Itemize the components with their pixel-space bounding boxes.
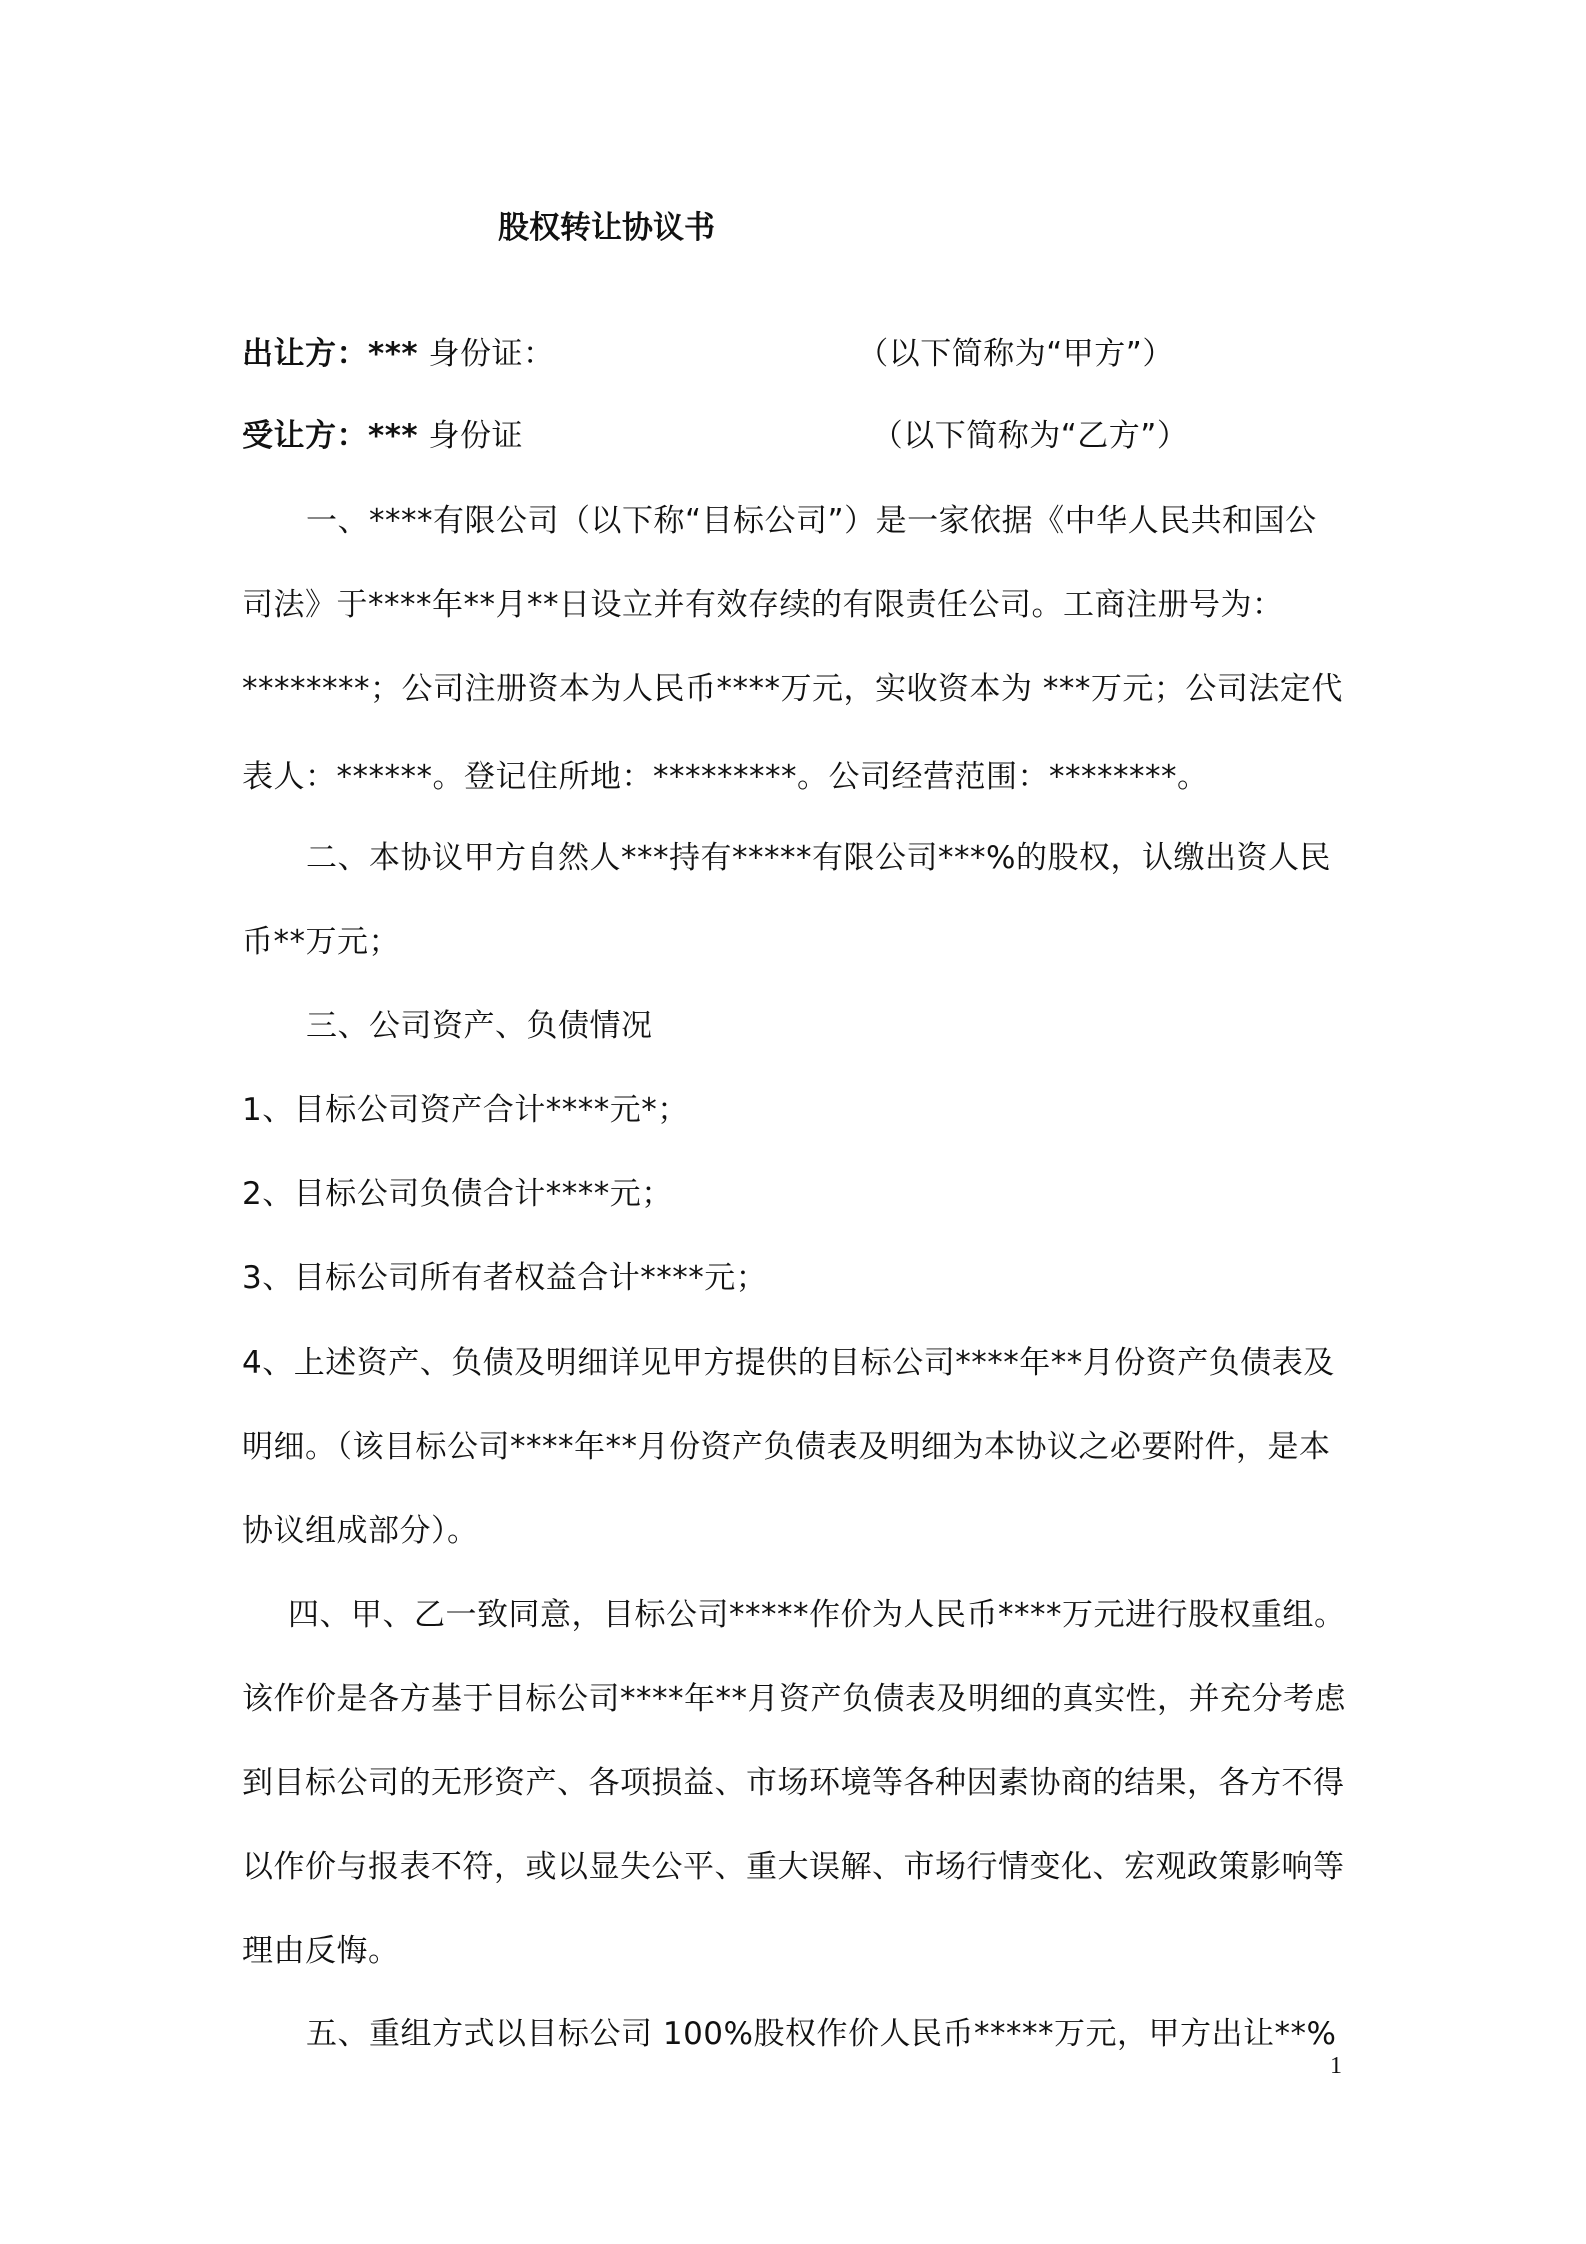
body-line: 该作价是各方基于目标公司****年**月资产负债表及明细的真实性，并充分考虑 bbox=[242, 1681, 1346, 1717]
body-line: ********；公司注册资本为人民币****万元，实收资本为 ***万元；公司法定代 bbox=[242, 671, 1343, 707]
body-line: 以作价与报表不符，或以显失公平、重大误解、市场行情变化、宏观政策影响等 bbox=[242, 1849, 1345, 1885]
body-line: 理由反悔。 bbox=[242, 1933, 400, 1969]
page-number: 1 bbox=[1330, 2053, 1342, 2079]
body-line: 明细。（该目标公司****年**月份资产负债表及明细为本协议之必要附件，是本 bbox=[242, 1429, 1331, 1465]
body-line: 二、本协议甲方自然人***持有*****有限公司***%的股权，认缴出资人民 bbox=[306, 840, 1331, 876]
transferee-label: 受让方： bbox=[242, 418, 368, 454]
body-line: 4、上述资产、负债及明细详见甲方提供的目标公司****年**月份资产负债表及 bbox=[242, 1345, 1335, 1381]
body-line: 3、目标公司所有者权益合计****元； bbox=[242, 1260, 768, 1296]
document-title: 股权转让协议书 bbox=[498, 210, 715, 246]
body-line: 1、目标公司资产合计****元*； bbox=[242, 1092, 689, 1128]
transferor-name: *** bbox=[368, 336, 419, 372]
transferor-id-label: 身份证： bbox=[428, 336, 555, 372]
body-line: 一、****有限公司（以下称“目标公司”）是一家依据《中华人民共和国公 bbox=[306, 503, 1317, 539]
body-line: 表人：******。登记住所地：*********。公司经营范围：********。 bbox=[242, 759, 1209, 795]
body-line: 司法》于****年**月**日设立并有效存续的有限责任公司。工商注册号为： bbox=[242, 587, 1284, 623]
body-line: 2、目标公司负债合计****元； bbox=[242, 1176, 673, 1212]
body-line: 币**万元； bbox=[242, 924, 400, 960]
body-line: 五、重组方式以目标公司 100%股权作价人民币*****万元，甲方出让**% bbox=[306, 2016, 1337, 2052]
transferor-alias: （以下简称为“甲方”） bbox=[857, 336, 1174, 372]
transferee-name: *** bbox=[368, 418, 419, 454]
transferee-id-label: 身份证 bbox=[428, 418, 523, 454]
body-line: 协议组成部分）。 bbox=[242, 1513, 479, 1549]
transferor-line bbox=[242, 334, 1174, 374]
body-line: 四、甲、乙一致同意，目标公司*****作价为人民币****万元进行股权重组。 bbox=[288, 1597, 1346, 1633]
body-line: 到目标公司的无形资产、各项损益、市场环境等各种因素协商的结果，各方不得 bbox=[242, 1765, 1345, 1801]
body-line: 三、公司资产、负债情况 bbox=[306, 1008, 653, 1044]
transferor-label: 出让方： bbox=[242, 336, 368, 372]
transferee-alias: （以下简称为“乙方”） bbox=[871, 418, 1189, 454]
transferee-line bbox=[242, 416, 1188, 456]
